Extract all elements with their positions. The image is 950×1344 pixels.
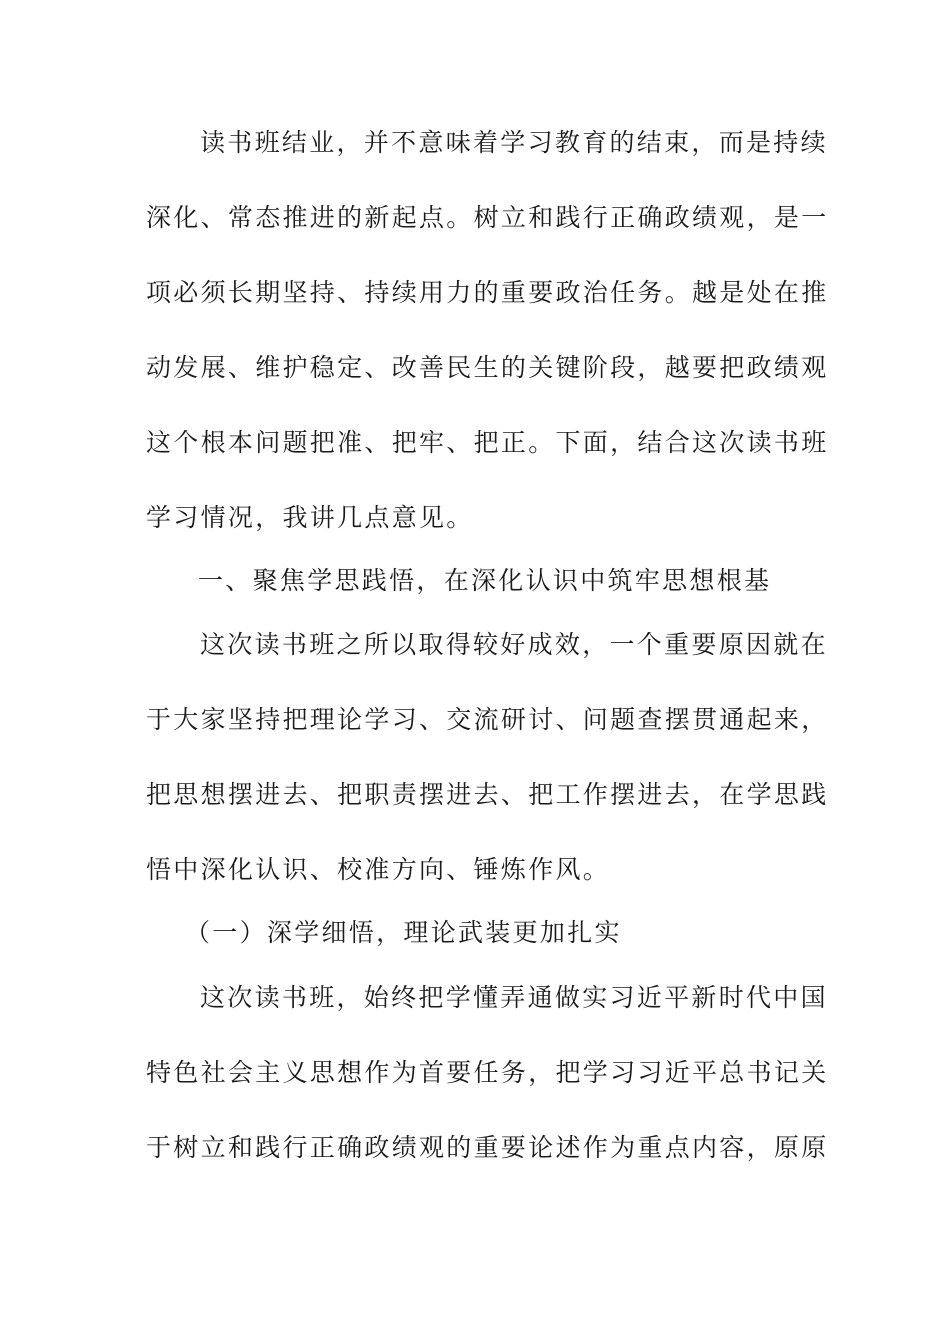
paragraph-1-line-6: 学习情况，我讲几点意见。 [146, 503, 474, 532]
subsection-heading-1: （一）深学细悟，理论武装更加扎实 [185, 918, 622, 947]
paragraph-1-line-3: 项必须长期坚持、持续用力的重要政治任务。越是处在推 [146, 278, 829, 307]
paragraph-2-line-4: 悟中深化认识、校准方向、锤炼作风。 [146, 855, 611, 884]
paragraph-3-line-2: 特色社会主义思想作为首要任务，把学习习近平总书记关 [146, 1058, 829, 1087]
paragraph-2-line-2: 于大家坚持把理论学习、交流研讨、问题查摆贯通起来， [146, 705, 829, 734]
paragraph-2-line-1: 这次读书班之所以取得较好成效，一个重要原因就在 [200, 630, 828, 659]
paragraph-1-line-4: 动发展、维护稳定、改善民生的关键阶段，越要把政绩观 [146, 353, 829, 382]
paragraph-1-line-1: 读书班结业，并不意味着学习教育的结束，而是持续 [200, 128, 828, 157]
paragraph-2-line-3: 把思想摆进去、把职责摆进去、把工作摆进去，在学思践 [146, 780, 829, 809]
paragraph-3-line-3: 于树立和践行正确政绩观的重要论述作为重点内容，原原 [146, 1133, 829, 1162]
paragraph-1-line-2: 深化、常态推进的新起点。树立和践行正确政绩观，是一 [146, 203, 829, 232]
paragraph-1-line-5: 这个根本问题把准、把牢、把正。下面，结合这次读书班 [146, 428, 829, 457]
section-heading-1: 一、聚焦学思践悟，在深化认识中筑牢思想根基 [198, 566, 772, 595]
paragraph-3-line-1: 这次读书班，始终把学懂弄通做实习近平新时代中国 [200, 983, 828, 1012]
